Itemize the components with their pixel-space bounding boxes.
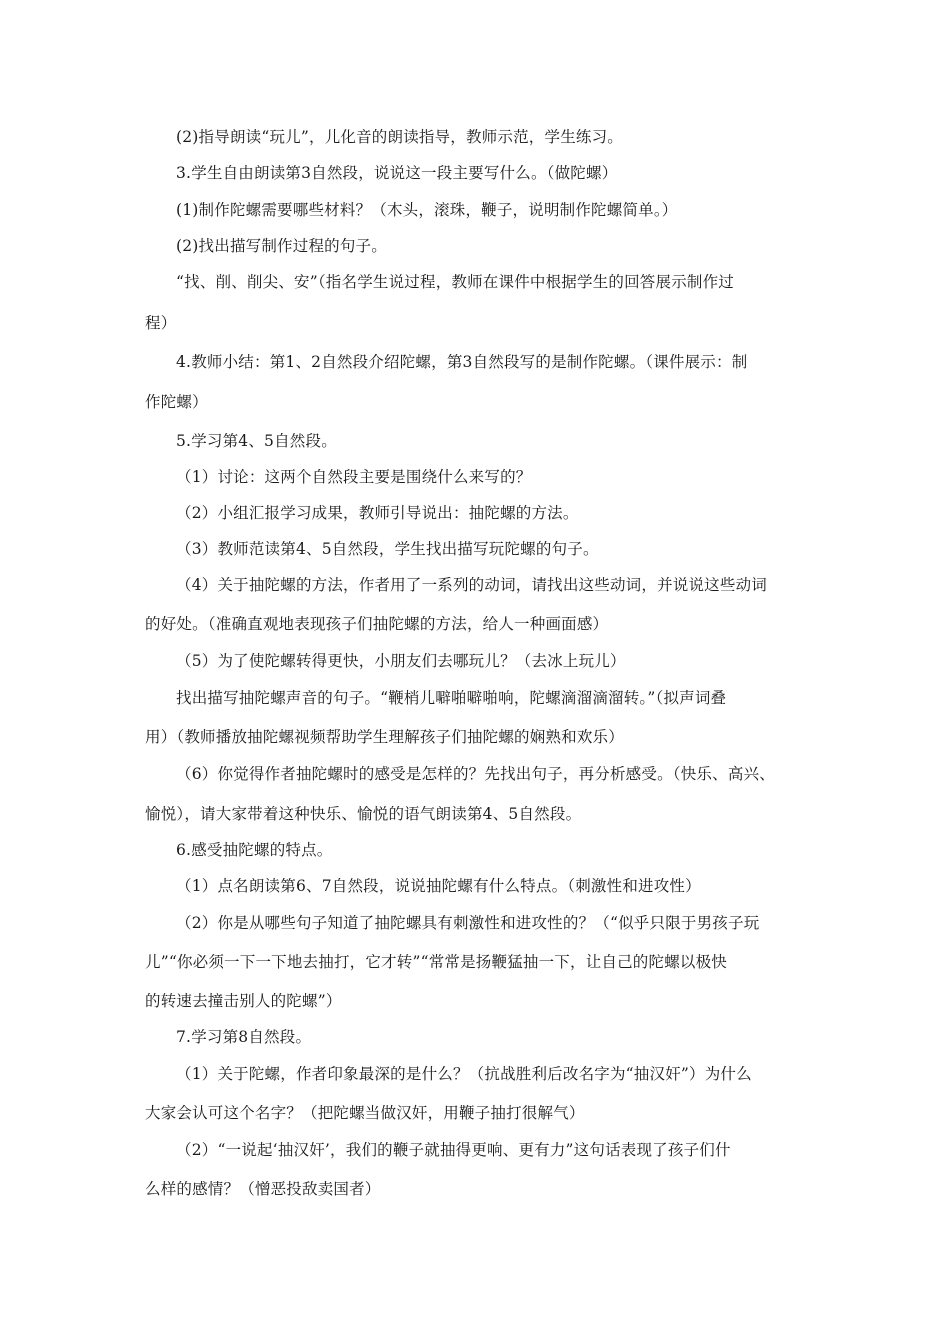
text-line: 大家会认可这个名字？（把陀螺当做汉奸，用鞭子抽打很解气） (145, 1104, 585, 1122)
text-line: （5）为了使陀螺转得更快，小朋友们去哪玩儿？（去冰上玩儿） (176, 652, 626, 670)
text-line: (1)制作陀螺需要哪些材料？（木头，滚珠，鞭子，说明制作陀螺简单。） (176, 201, 678, 219)
text-line: (2)指导朗读“玩儿”，儿化音的朗读指导，教师示范，学生练习。 (176, 128, 624, 146)
text-line: （6）你觉得作者抽陀螺时的感受是怎样的？先找出句子，再分析感受。（快乐、高兴、 (176, 765, 775, 783)
text-line: 6.感受抽陀螺的特点。 (176, 841, 333, 859)
text-line: 3.学生自由朗读第3自然段，说说这一段主要写什么。（做陀螺） (176, 164, 618, 182)
text-line: （2）你是从哪些句子知道了抽陀螺具有刺激性和进攻性的？（“似乎只限于男孩子玩 (176, 914, 760, 932)
text-line: 程） (145, 314, 177, 332)
text-line: 的好处。（准确直观地表现孩子们抽陀螺的方法，给人一种画面感） (145, 615, 609, 633)
text-line: 4.教师小结：第1、2自然段介绍陀螺，第3自然段写的是制作陀螺。（课件展示：制 (176, 353, 748, 371)
text-line: “找、削、削尖、安”（指名学生说过程，教师在课件中根据学生的回答展示制作过 (176, 273, 735, 291)
text-line: （2）小组汇报学习成果，教师引导说出：抽陀螺的方法。 (176, 504, 579, 522)
text-line: 儿”“你必须一下一下地去抽打，它才转”“常常是扬鞭猛抽一下，让自己的陀螺以极快 (145, 953, 727, 971)
text-line: （3）教师范读第4、5自然段，学生找出描写玩陀螺的句子。 (176, 540, 599, 558)
text-line: （2）“一说起‘抽汉奸’，我们的鞭子就抽得更响、更有力”这句话表现了孩子们什 (176, 1141, 731, 1159)
text-line: （1）关于陀螺，作者印象最深的是什么？（抗战胜利后改名字为“抽汉奸”）为什么 (176, 1065, 752, 1083)
text-line: 愉悦），请大家带着这种快乐、愉悦的语气朗读第4、5自然段。 (145, 805, 582, 823)
text-line: 的转速去撞击别人的陀螺”） (145, 992, 342, 1010)
text-line: （4）关于抽陀螺的方法，作者用了一系列的动词，请找出这些动词，并说说这些动词 (176, 576, 767, 594)
text-line: (2)找出描写制作过程的句子。 (176, 237, 387, 255)
text-line: （1）点名朗读第6、7自然段，说说抽陀螺有什么特点。（刺激性和进攻性） (176, 877, 701, 895)
text-line: 7.学习第8自然段。 (176, 1028, 312, 1046)
text-line: 找出描写抽陀螺声音的句子。“鞭梢儿噼啪噼啪响，陀螺滴溜滴溜转。”（拟声词叠 (176, 689, 727, 707)
text-line: 作陀螺） (145, 393, 208, 411)
text-line: （1）讨论：这两个自然段主要是围绕什么来写的？ (176, 468, 532, 486)
text-line: 5.学习第4、5自然段。 (176, 432, 337, 450)
text-line: 用）（教师播放抽陀螺视频帮助学生理解孩子们抽陀螺的娴熟和欢乐） (145, 728, 624, 746)
text-line: 么样的感情？（憎恶投敌卖国者） (145, 1180, 381, 1198)
